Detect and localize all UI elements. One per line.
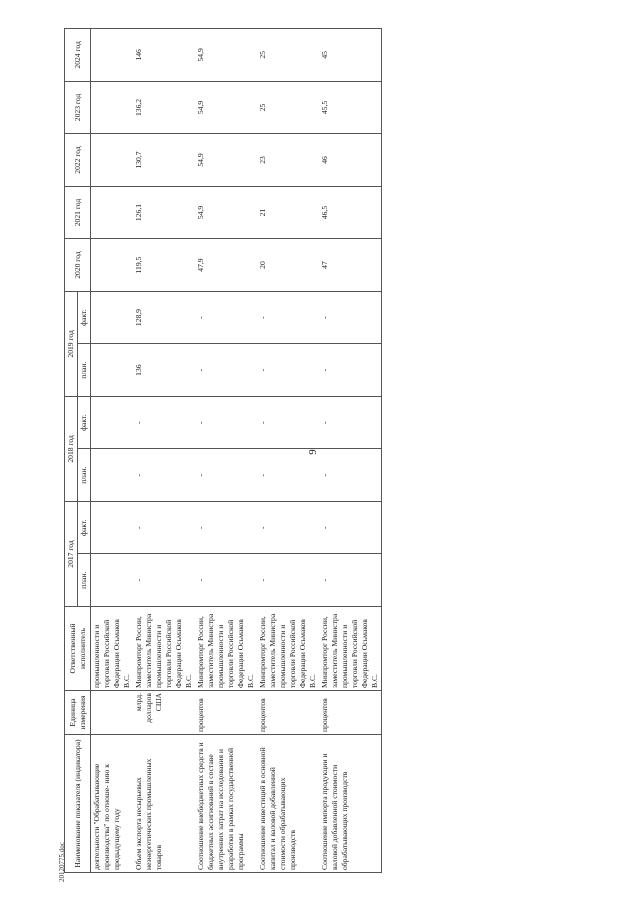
row-value: 20 (257, 239, 319, 292)
row-name: Соотношение импорта продукции и валовой добавленной стоимости обрабатывающих производств (319, 735, 382, 873)
row-value: - (195, 554, 257, 607)
header-responsible: Ответственный исполнитель (65, 607, 91, 691)
header-year-2018: 2018 год (65, 396, 78, 501)
header-year-2023: 2023 год (65, 81, 91, 134)
row-value: - (257, 291, 319, 344)
header-fact: факт. (78, 291, 91, 344)
page-number: 9 (306, 449, 319, 455)
row-value: - (133, 554, 195, 607)
table-header (65, 29, 91, 873)
header-year-2017: 2017 год (65, 501, 78, 606)
row-responsible: Минпромторг России, заместитель Министра промышленности и торговли Российской Федерации Осьмаков В.С. (133, 607, 195, 691)
row-value (91, 186, 134, 239)
row-value (91, 554, 134, 607)
row-name: Соотношение внебюджетных средств и бюджетных ассигнований в составе внутренних затрат на исследования и разработки в рамках государственной программы (195, 735, 257, 873)
row-value: 119,5 (133, 239, 195, 292)
row-responsible: Минпромторг России, заместитель Министра промышленности и торговли Российской Федерации Осьмаков В.С. (257, 607, 319, 691)
row-value: - (195, 396, 257, 449)
header-fact: факт. (78, 501, 91, 554)
row-value: 45 (319, 29, 382, 82)
row-value: 146 (133, 29, 195, 82)
row-unit: млрд. долларов США (133, 691, 195, 735)
header-plan: план. (78, 554, 91, 607)
row-name: Объем экспорта несырьевых неэнергетических промышленных товаров (133, 735, 195, 873)
row-responsible: Минпромторг России, заместитель Министра промышленности и торговли Российской Федерации Осьмаков В.С. (195, 607, 257, 691)
header-plan: план. (78, 344, 91, 397)
row-value: - (319, 449, 382, 502)
row-value: 136 (133, 344, 195, 397)
row-value: - (195, 501, 257, 554)
header-year-2022: 2022 год (65, 134, 91, 187)
row-value: 54,9 (195, 29, 257, 82)
row-name: Соотношение инвестиций в основной капитал и валовой добавленной стоимости обрабатывающих производств (257, 735, 319, 873)
row-value: - (195, 291, 257, 344)
row-value: - (319, 344, 382, 397)
row-value: - (133, 449, 195, 502)
document-filename: 20120775.doc (58, 842, 66, 882)
header-name: Наименование показателя (индикатора) (65, 735, 91, 873)
row-value: 54,9 (195, 186, 257, 239)
row-value: - (133, 501, 195, 554)
row-value: - (319, 554, 382, 607)
row-responsible: промышленности и торговли Российской Федерации Осьмаков В.С. (91, 607, 134, 691)
row-value: 23 (257, 134, 319, 187)
row-value: 46 (319, 134, 382, 187)
row-value: - (257, 396, 319, 449)
row-unit: процентов (195, 691, 257, 735)
row-responsible: Минпромторг России, заместитель Министра промышленности и торговли Российской Федерации Осьмаков В.С. (319, 607, 382, 691)
table-row (257, 29, 319, 873)
row-value: - (257, 449, 319, 502)
table-row (133, 29, 195, 873)
row-value (91, 291, 134, 344)
row-value (91, 396, 134, 449)
indicator-table-container (64, 28, 604, 873)
row-value: 54,9 (195, 81, 257, 134)
row-value: - (319, 396, 382, 449)
row-value: - (319, 501, 382, 554)
row-value: - (257, 344, 319, 397)
row-value (91, 134, 134, 187)
row-value: - (257, 501, 319, 554)
row-value: 46,5 (319, 186, 382, 239)
row-value (91, 81, 134, 134)
row-value: 45,5 (319, 81, 382, 134)
row-value: 25 (257, 29, 319, 82)
row-value: 21 (257, 186, 319, 239)
row-unit: процентов (257, 691, 319, 735)
row-name: деятельности "Обрабатывающие производства" по отноше- нию к предыдущему году (91, 735, 134, 873)
row-unit: процентов (319, 691, 382, 735)
row-value: 130,7 (133, 134, 195, 187)
row-value: 128,9 (133, 291, 195, 344)
row-value: 136,2 (133, 81, 195, 134)
row-value: 47 (319, 239, 382, 292)
header-fact: факт. (78, 396, 91, 449)
row-value: - (319, 291, 382, 344)
header-year-2020: 2020 год (65, 239, 91, 292)
row-value: 47,9 (195, 239, 257, 292)
header-year-2019: 2019 год (65, 291, 78, 396)
header-plan: план. (78, 449, 91, 502)
row-value (91, 449, 134, 502)
row-value: 54,9 (195, 134, 257, 187)
row-value: - (133, 396, 195, 449)
header-year-2024: 2024 год (65, 29, 91, 82)
row-value (91, 344, 134, 397)
row-value: - (195, 344, 257, 397)
row-value: 25 (257, 81, 319, 134)
row-value (91, 501, 134, 554)
row-value: 126,1 (133, 186, 195, 239)
indicator-table (64, 28, 382, 873)
header-year-2021: 2021 год (65, 186, 91, 239)
table-row (91, 29, 134, 873)
row-value: - (257, 554, 319, 607)
table-row (195, 29, 257, 873)
row-value (91, 239, 134, 292)
row-unit (91, 691, 134, 735)
table-row (319, 29, 382, 873)
row-value (91, 29, 134, 82)
row-value: - (195, 449, 257, 502)
header-unit: Единица измерения (65, 691, 91, 735)
